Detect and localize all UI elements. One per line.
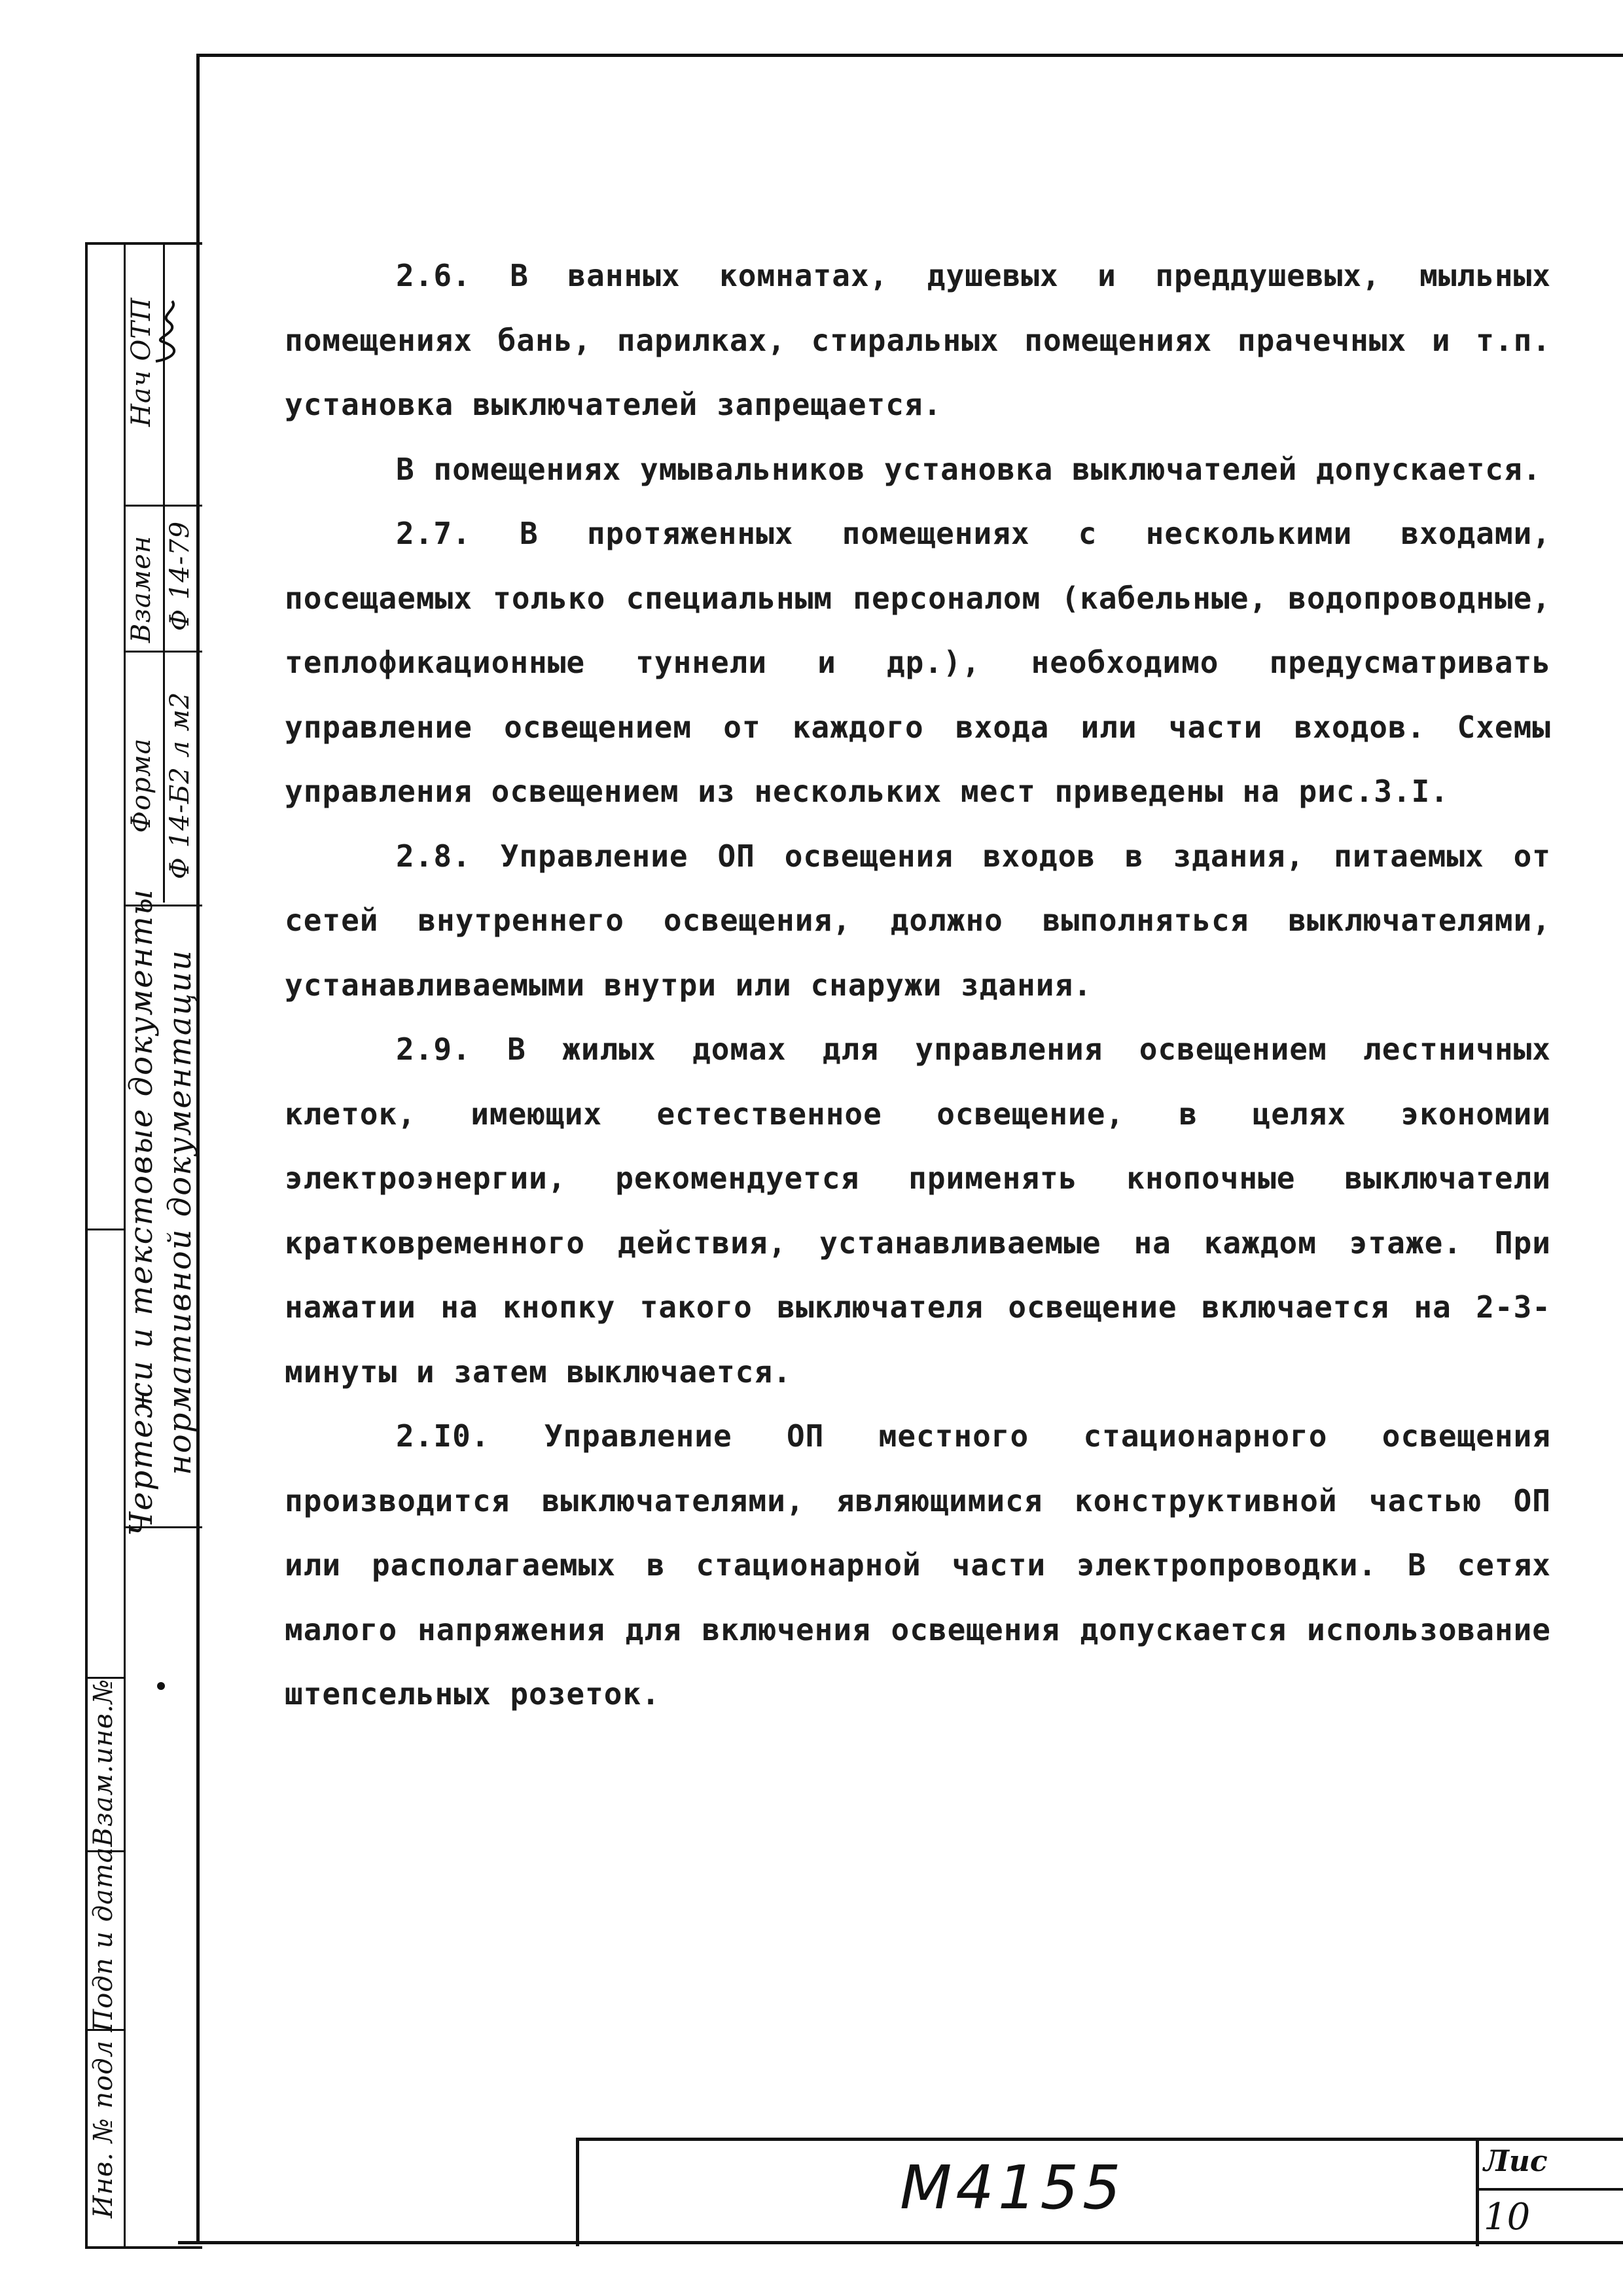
margin-dot [157, 1682, 165, 1690]
paragraph-2-7: 2.7. В протяженных помещениях с несколькими входами, посещаемых только специальным персоналом (кабельные, водопроводные, теплофикационные туннели и др.), необходимо предусматривать управление освещением от каждого входа или части входов. Схемы управления освещением из нескольких мест приведены на рис.3.I. [285, 516, 1551, 809]
form-header: Форма [126, 738, 156, 833]
form-value: Ф 14-Б2 л м2 [165, 691, 195, 880]
inv-orig-label: Инв. № подл [88, 2039, 118, 2219]
title-block-stamp [576, 2138, 1623, 2246]
document-code: М4155 [900, 2153, 1125, 2223]
margin-row-divider [88, 1229, 124, 1230]
paragraph-2-6-note: В помещениях умывальников установка выключателей допускается. [396, 451, 1542, 487]
inv-exchange-label: Взам.инв.№ [88, 1678, 118, 1847]
margin-row-divider [124, 651, 202, 653]
stamp-row-divider [1476, 2188, 1623, 2191]
stamp-divider [1476, 2141, 1479, 2246]
paragraph-2-6: 2.6. В ванных комнатах, душевых и преддушевых, мыльных помещениях бань, парилках, стиральных помещениях прачечных и т.п. установка выключателей запрещается. [285, 258, 1551, 422]
sheet-number: 10 [1484, 2196, 1531, 2238]
paragraph-2-10: 2.I0. Управление ОП местного стационарного освещения производится выключателями, являющимися конструктивной частью ОП или располагаемых в стационарной части электропроводки. В сетях малого напряжения для включения освещения допускается использование штепсельных розеток. [285, 1418, 1551, 1712]
document-body [285, 243, 1551, 1727]
drawings-title-line1: Чертежи и текстовые документы [123, 888, 160, 1536]
paragraph-2-8: 2.8. Управление ОП освещения входов в здания, питаемых от сетей внутреннего освещения, должно выполняться выключателями, устанавливаемыми внутри или снаружи здания. [285, 838, 1551, 1003]
frame-top-border [200, 54, 1623, 57]
sign-date-label: Подп и дата [88, 1846, 118, 2032]
sheet-label: Лис [1484, 2145, 1548, 2178]
replace-header: Взамен [126, 535, 156, 643]
replace-value: Ф 14-79 [165, 520, 195, 632]
head-otp-header: Нач ОТП [126, 297, 156, 427]
drawings-title-line2: нормативной документации [162, 949, 198, 1475]
margin-row-divider [124, 505, 202, 507]
paragraph-2-9: 2.9. В жилых домах для управления освещением лестничных клеток, имеющих естественное освещение, в целях экономии электроэнергии, рекомендуется применять кнопочные выключатели кратковременного действия, устанавливаемые на каждом этаже. При нажатии на кнопку такого выключателя освещение включается на 2-3-минуты и затем выключается. [285, 1031, 1551, 1390]
signature-mark [149, 296, 188, 371]
